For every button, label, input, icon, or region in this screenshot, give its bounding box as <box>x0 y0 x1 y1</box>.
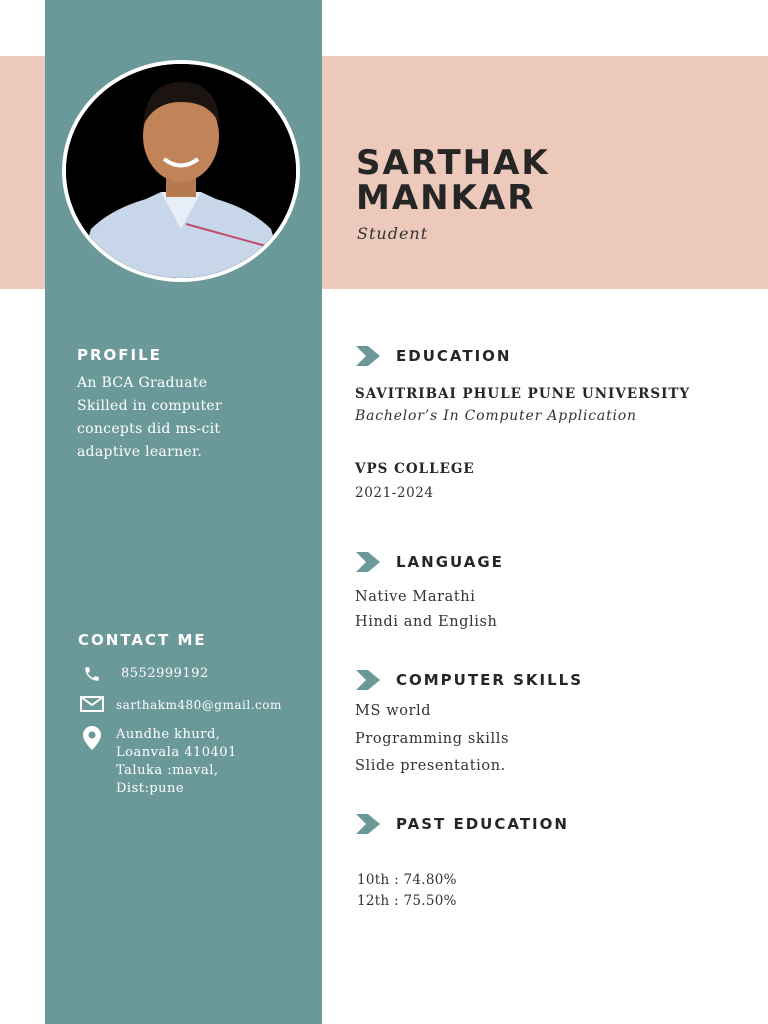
first-name: SARTHAK <box>356 143 550 183</box>
contact-phone <box>80 665 209 685</box>
skills-heading: COMPUTER SKILLS <box>396 671 584 689</box>
chevron-right-icon <box>356 346 382 366</box>
skill-item: MS world <box>355 703 432 719</box>
chevron-right-icon <box>356 814 382 834</box>
college-years: 2021-2024 <box>355 485 434 501</box>
address-line: Taluka :maval, <box>116 763 219 778</box>
location-pin-icon <box>80 726 104 746</box>
profile-summary <box>77 372 277 464</box>
profile-line: adaptive learner. <box>77 444 203 460</box>
education-heading: EDUCATION <box>396 347 512 365</box>
contact-heading: CONTACT ME <box>78 631 207 649</box>
past-education-heading: PAST EDUCATION <box>396 815 569 833</box>
last-name: MANKAR <box>356 178 536 218</box>
skill-item: Slide presentation. <box>355 758 506 774</box>
phone-icon <box>80 665 104 685</box>
degree-name: Bachelor’s In Computer Application <box>355 408 637 424</box>
skill-item: Programming skills <box>355 731 510 747</box>
phone-number: 8552999192 <box>121 666 209 681</box>
address-line: Aundhe khurd, <box>116 727 221 742</box>
profile-photo <box>62 60 300 282</box>
language-heading: LANGUAGE <box>396 553 504 571</box>
contact-email <box>80 696 282 716</box>
university-name: SAVITRIBAI PHULE PUNE UNIVERSITY <box>355 386 691 402</box>
profile-line: concepts did ms-cit <box>77 421 221 437</box>
chevron-right-icon <box>356 670 382 690</box>
full-name <box>356 143 550 218</box>
address-line: Dist:pune <box>116 781 185 796</box>
language-item: Hindi and English <box>355 614 498 630</box>
language-item: Native Marathi <box>355 589 476 605</box>
past-education-item: 12th : 75.50% <box>357 893 457 909</box>
language-heading-row <box>356 552 504 572</box>
address-block <box>116 726 237 798</box>
college-name: VPS COLLEGE <box>355 461 475 477</box>
job-role: Student <box>357 224 429 243</box>
past-education-item: 10th : 74.80% <box>357 872 457 888</box>
chevron-right-icon <box>356 552 382 572</box>
email-address[interactable]: sarthakm480@gmail.com <box>116 698 282 712</box>
past-education-heading-row <box>356 814 569 834</box>
mail-icon <box>80 696 104 716</box>
address-line: Loanvala 410401 <box>116 745 237 760</box>
education-heading-row <box>356 346 511 366</box>
profile-heading: PROFILE <box>77 346 162 364</box>
profile-line: Skilled in computer <box>77 398 222 414</box>
contact-address <box>80 726 237 798</box>
profile-line: An BCA Graduate <box>77 375 208 391</box>
skills-heading-row <box>356 670 583 690</box>
